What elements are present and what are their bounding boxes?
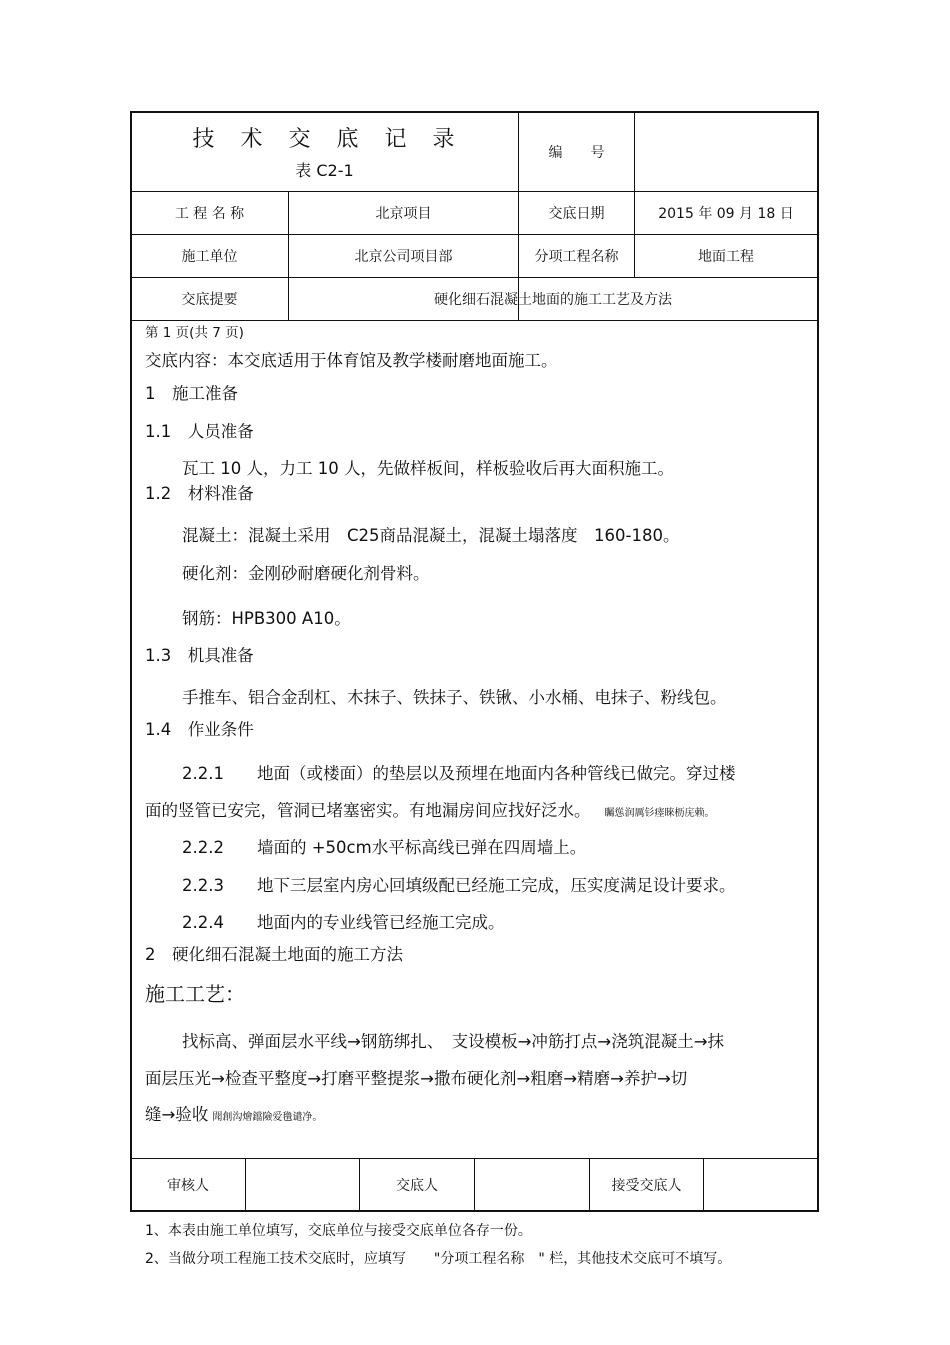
garbled-note: 矚慫润厲钐瘗睞枥庑赖。 [604, 808, 715, 819]
number-label: 编 号 [548, 144, 605, 161]
document-title: 技 术 交 底 记 录 [192, 127, 457, 152]
sub-project-value[interactable]: 地面工程 [698, 249, 754, 265]
summary-value[interactable]: 硬化细石混凝土地面的施工工艺及方法 [434, 292, 672, 308]
summary-label: 交底提要 [181, 292, 238, 308]
paragraph: 找标高、弹面层水平线→钢筋绑扎、 支设模板→冲筋打点→浇筑混凝土→抹 [182, 1032, 725, 1051]
footnote: 1、本表由施工单位填写，交底单位与接受交底单位各存一份。 [145, 1223, 532, 1239]
paragraph: 硬化剂：金刚砂耐磨硬化剂骨料。 [182, 564, 430, 583]
footnote: 2、当做分项工程施工技术交底时，应填写 "分项工程名称 " 栏，其他技术交底可不填写。 [145, 1251, 732, 1267]
reviewer-field[interactable] [246, 1159, 359, 1211]
form-number: 表 C2-1 [295, 161, 354, 180]
project-name-value[interactable]: 北京项目 [375, 206, 432, 222]
section-heading: 1.2 材料准备 [145, 484, 254, 503]
discloser-label: 交底人 [396, 1178, 438, 1194]
section-heading: 2 硬化细石混凝土地面的施工方法 [145, 945, 403, 964]
unit-value[interactable]: 北京公司项目部 [354, 249, 453, 265]
paragraph-text: 缝→验收 [145, 1105, 209, 1124]
paragraph: 瓦工 10 人，力工 10 人，先做样板间，样板验收后再大面积施工。 [182, 459, 674, 478]
section-heading: 1.3 机具准备 [145, 646, 254, 665]
date-label: 交底日期 [548, 206, 605, 222]
reviewer-label: 审核人 [167, 1178, 209, 1194]
unit-label: 施工单位 [181, 249, 238, 265]
receiver-field[interactable] [704, 1159, 817, 1211]
paragraph: 2.2.1 地面（或楼面）的垫层以及预埋在地面内各种管线已做完。穿过楼 [182, 764, 736, 783]
intro-text: 交底内容：本交底适用于体育馆及教学楼耐磨地面施工。 [145, 351, 558, 370]
paragraph [145, 797, 715, 821]
paragraph: 混凝土：混凝土采用 C25商品混凝土，混凝土塌落度 160-180。 [182, 526, 680, 545]
paragraph: 2.2.2 墙面的 +50cm水平标高线已弹在四周墙上。 [182, 838, 587, 857]
section-heading: 1.4 作业条件 [145, 720, 254, 739]
paragraph: 手推车、铝合金刮杠、木抹子、铁抹子、铁锹、小水桶、电抹子、粉线包。 [182, 688, 727, 707]
project-name-label: 工 程 名 称 [174, 206, 245, 222]
sub-project-label: 分项工程名称 [534, 249, 619, 265]
section-heading: 1 施工准备 [145, 384, 238, 403]
paragraph: 面层压光→检查平整度→打磨平整提浆→撒布硬化剂→粗磨→精磨→养护→切 [145, 1069, 688, 1088]
process-title: 施工工艺： [145, 982, 245, 1006]
paragraph-text: 面的竖管已安完，管洞已堵塞密实。有地漏房间应找好泛水。 [145, 801, 591, 820]
garbled-note: 聞創沟燴鐺險爱氇谴净。 [212, 1112, 323, 1123]
paragraph: 2.2.4 地面内的专业线管已经施工完成。 [182, 913, 505, 932]
paragraph [145, 1101, 322, 1125]
receiver-label: 接受交底人 [611, 1178, 682, 1194]
discloser-field[interactable] [475, 1159, 589, 1211]
section-heading: 1.1 人员准备 [145, 422, 254, 441]
number-value[interactable] [635, 112, 817, 191]
date-value[interactable]: 2015 年 09 月 18 日 [658, 206, 794, 222]
paragraph: 2.2.3 地下三层室内房心回填级配已经施工完成，压实度满足设计要求。 [182, 876, 736, 895]
paragraph: 钢筋：HPB300 A10。 [182, 609, 351, 628]
page-indicator: 第 1 页(共 7 页) [145, 325, 244, 341]
